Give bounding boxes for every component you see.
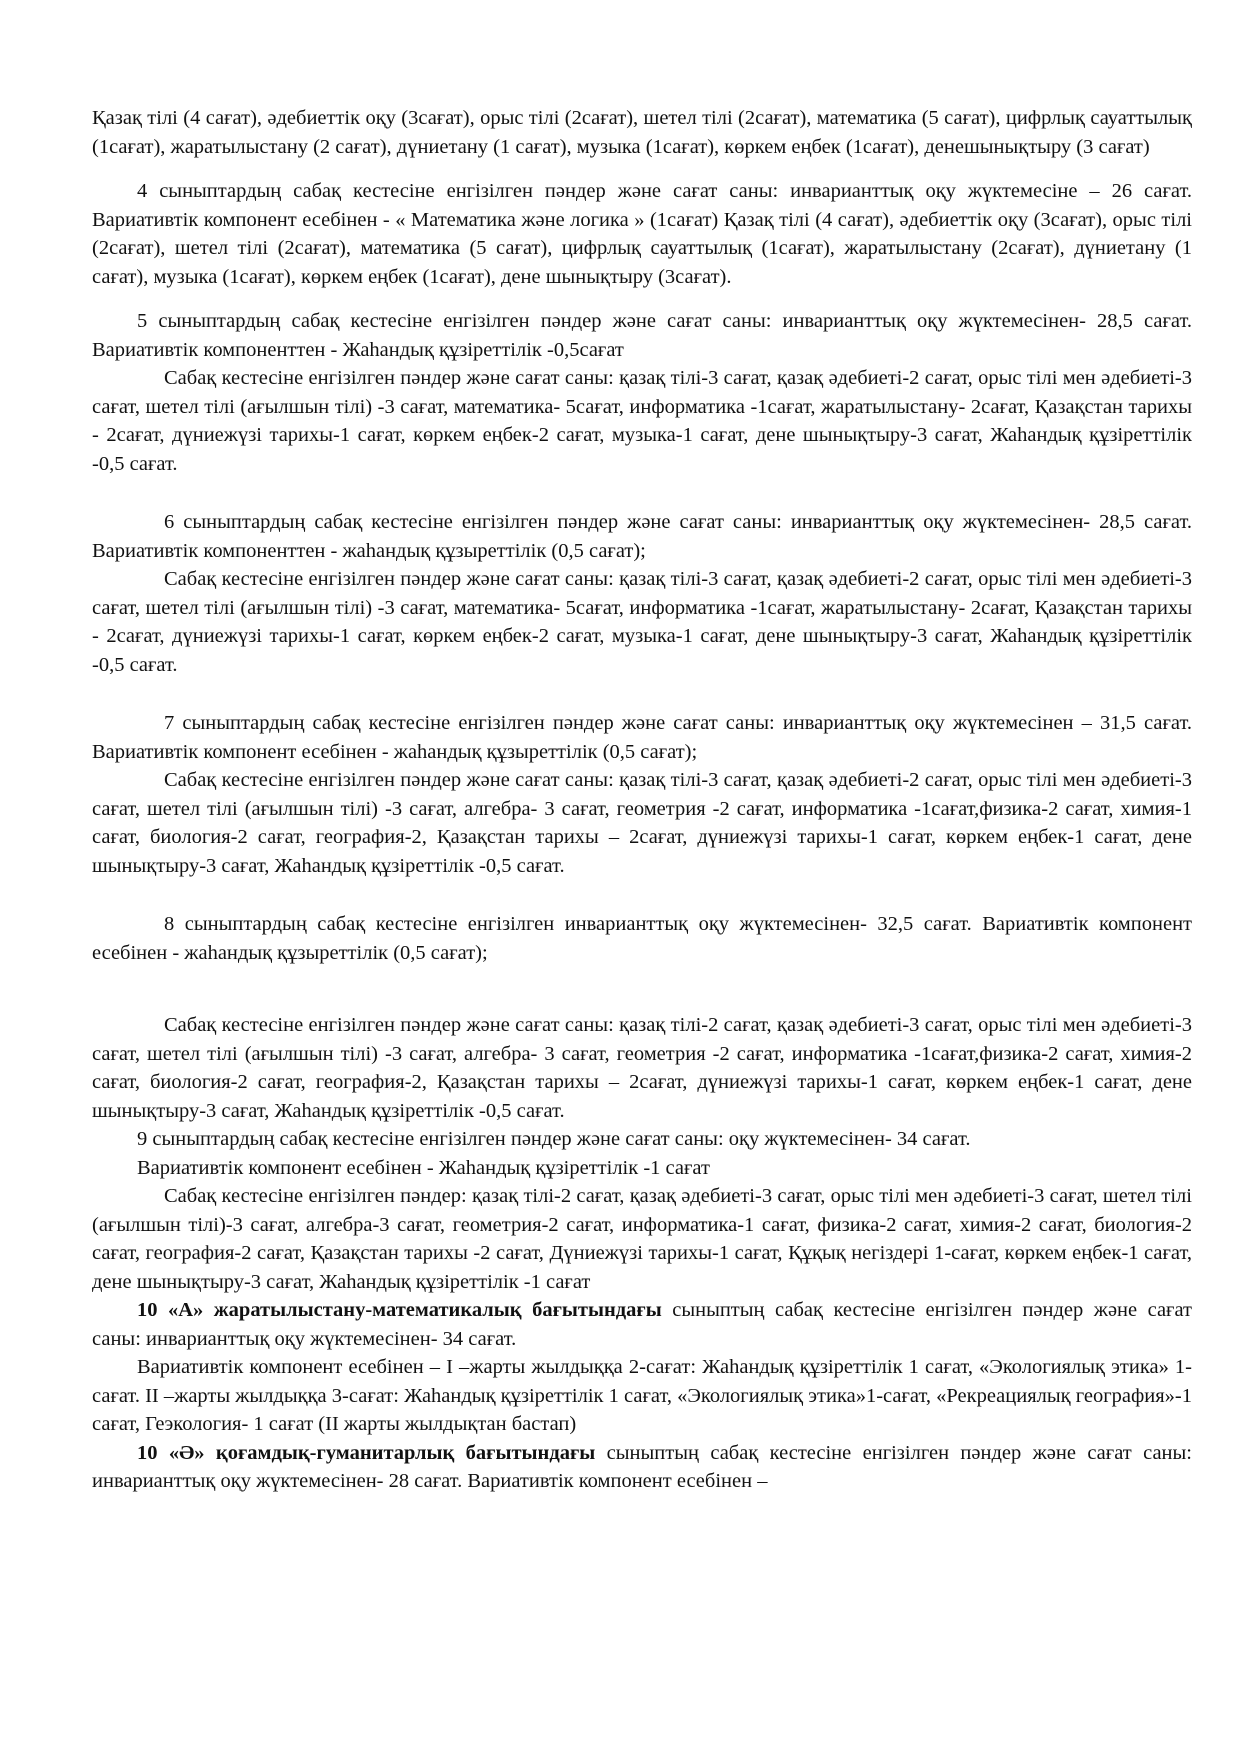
paragraph-grade4-summary: 4 сыныптардың сабақ кестесіне енгізілген пәндер және сағат саны: инварианттық оқу жүктемесіне – 26 сағат. Вариативтік компонент есебінен - « Математика және логика » (1сағат) Қазақ тілі (4 сағат), әдебиеттік оқу (3сағат), орыс тілі (2сағат), шетел тілі (2сағат), математика (5 сағат), цифрлық сауаттылық (1сағат), жаратылыстану (2сағат), дүниетану (1 сағат), музыка (1сағат), көркем еңбек (1сағат), дене шынықтыру (3сағат). (92, 180, 1192, 288)
paragraph-grade8-summary: 8 сыныптардың сабақ кестесіне енгізілген инварианттық оқу жүктемесінен- 32,5 сағат. Вариативтік компонент есебінен - жаһандық құзыреттілік (0,5 сағат); (92, 913, 1192, 964)
paragraph-grade9-summary: 9 сыныптардың сабақ кестесіне енгізілген пәндер және сағат саны: оқу жүктемесінен- 34 сағат. (137, 1128, 971, 1150)
paragraph-grade10a-variative: Вариативтік компонент есебінен – І –жарты жылдыққа 2-сағат: Жаһандық құзіреттілік 1 сағат, «Экологиялық этика» 1-сағат. ІІ –жарты жылдыққа 3-сағат: Жаһандық құзіреттілік 1 сағат, «Экологиялық этика»1-сағат, «Рекреациялық география»-1 сағат, Геэкология- 1 сағат (ІІ жарты жылдықтан бастап) (92, 1356, 1192, 1435)
paragraph-grade7-subjects: Сабақ кестесіне енгізілген пәндер және сағат саны: қазақ тілі-3 сағат, қазақ әдебиеті-2 сағат, орыс тілі мен әдебиеті-3 сағат, шетел тілі (ағылшын тілі) -3 сағат, алгебра- 3 сағат, геометрия -2 сағат, информатика -1сағат,физика-2 сағат, химия-1 сағат, биология-2 сағат, география-2, Қазақстан тарихы – 2сағат, дүниежүзі тарихы-1 сағат, көркем еңбек-1 сағат, дене шынықтыру-3 сағат, Жаһандық құзіреттілік -0,5 сағат. (92, 769, 1192, 877)
grade10a-text: сыныптың сабақ кестесіне енгізілген пәндер және сағат саны: инварианттық оқу жүктемесінен- 34 сағат. (92, 1299, 1192, 1350)
paragraph-grade9-variative: Вариативтік компонент есебінен - Жаһандық құзіреттілік -1 сағат (137, 1156, 710, 1179)
paragraph-grade8-subjects: Сабақ кестесіне енгізілген пәндер және сағат саны: қазақ тілі-2 сағат, қазақ әдебиеті-3 сағат, орыс тілі мен әдебиеті-3 сағат, шетел тілі (ағылшын тілі) -3 сағат, алгебра- 3 сағат, геометрия -2 сағат, информатика -1сағат,физика-2 сағат, химия-2 сағат, биология-2 сағат, география-2, Қазақстан тарихы – 2сағат, дүниежүзі тарихы-1 сағат, көркем еңбек-1 сағат, дене шынықтыру-3 сағат, Жаһандық құзіреттілік -0,5 сағат. (92, 1014, 1192, 1122)
paragraph-grade5-summary: 5 сыныптардың сабақ кестесіне енгізілген пәндер және сағат саны: инварианттық оқу жүктемесінен- 28,5 сағат. Вариативтік компоненттен - Жаһандық құзіреттілік -0,5сағат (92, 310, 1192, 361)
paragraph-grade10b-summary (92, 1439, 1192, 1496)
paragraph-grade6-subjects: Сабақ кестесіне енгізілген пәндер және сағат саны: қазақ тілі-3 сағат, қазақ әдебиеті-2 сағат, орыс тілі мен әдебиеті-3 сағат, шетел тілі (ағылшын тілі) -3 сағат, математика- 5сағат, информатика -1сағат, жаратылыстану- 2сағат, Қазақстан тарихы - 2сағат, дүниежүзі тарихы-1 сағат, көркем еңбек-2 сағат, музыка-1 сағат, дене шынықтыру-3 сағат, Жаһандық құзіреттілік -0,5 сағат. (92, 568, 1192, 676)
grade10b-text: сыныптың сабақ кестесіне енгізілген пәндер және сағат саны: инварианттық оқу жүктемесінен- 28 сағат. Вариативтік компонент есебінен – (92, 1441, 1192, 1492)
paragraph-grade6-summary: 6 сыныптардың сабақ кестесіне енгізілген пәндер және сағат саны: инварианттық оқу жүктемесінен- 28,5 сағат. Вариативтік компоненттен - жаһандық құзыреттілік (0,5 сағат); (92, 511, 1192, 562)
document-page (92, 104, 1192, 1496)
paragraph-grade3-subjects: Қазақ тілі (4 сағат), әдебиеттік оқу (3сағат), орыс тілі (2сағат), шетел тілі (2сағат), математика (5 сағат), цифрлық сауаттылық (1сағат), жаратылыстану (2 сағат), дүниетану (1 сағат), музыка (1сағат), көркем еңбек (1сағат), денешынықтыру (3 сағат) (92, 107, 1192, 158)
paragraph-grade10a-summary (92, 1296, 1192, 1353)
paragraph-grade7-summary: 7 сыныптардың сабақ кестесіне енгізілген пәндер және сағат саны: инварианттық оқу жүктемесінен – 31,5 сағат. Вариативтік компонент есебінен - жаһандық құзыреттілік (0,5 сағат); (92, 712, 1192, 763)
grade10a-heading: 10 «А» жаратылыстану-математикалық бағытындағы (137, 1299, 662, 1321)
paragraph-grade5-subjects: Сабақ кестесіне енгізілген пәндер және сағат саны: қазақ тілі-3 сағат, қазақ әдебиеті-2 сағат, орыс тілі мен әдебиеті-3 сағат, шетел тілі (ағылшын тілі) -3 сағат, математика- 5сағат, информатика -1сағат, жаратылыстану- 2сағат, Қазақстан тарихы - 2сағат, дүниежүзі тарихы-1 сағат, көркем еңбек-2 сағат, музыка-1 сағат, дене шынықтыру-3 сағат, Жаһандық құзіреттілік -0,5 сағат. (92, 367, 1192, 475)
grade10b-heading: 10 «Ә» қоғамдық-гуманитарлық бағытындағы (137, 1441, 596, 1464)
paragraph-grade9-subjects: Сабақ кестесіне енгізілген пәндер: қазақ тілі-2 сағат, қазақ әдебиеті-3 сағат, орыс тілі мен әдебиеті-3 сағат, шетел тілі (ағылшын тілі)-3 сағат, алгебра-3 сағат, геометрия-2 сағат, информатика-1 сағат, физика-2 сағат, химия-2 сағат, биология-2 сағат, география-2 сағат, Қазақстан тарихы -2 сағат, Дүниежүзі тарихы-1 сағат, Құқық негіздері 1-сағат, көркем еңбек-1 сағат, дене шынықтыру-3 сағат, Жаһандық құзіреттілік -1 сағат (92, 1185, 1192, 1293)
